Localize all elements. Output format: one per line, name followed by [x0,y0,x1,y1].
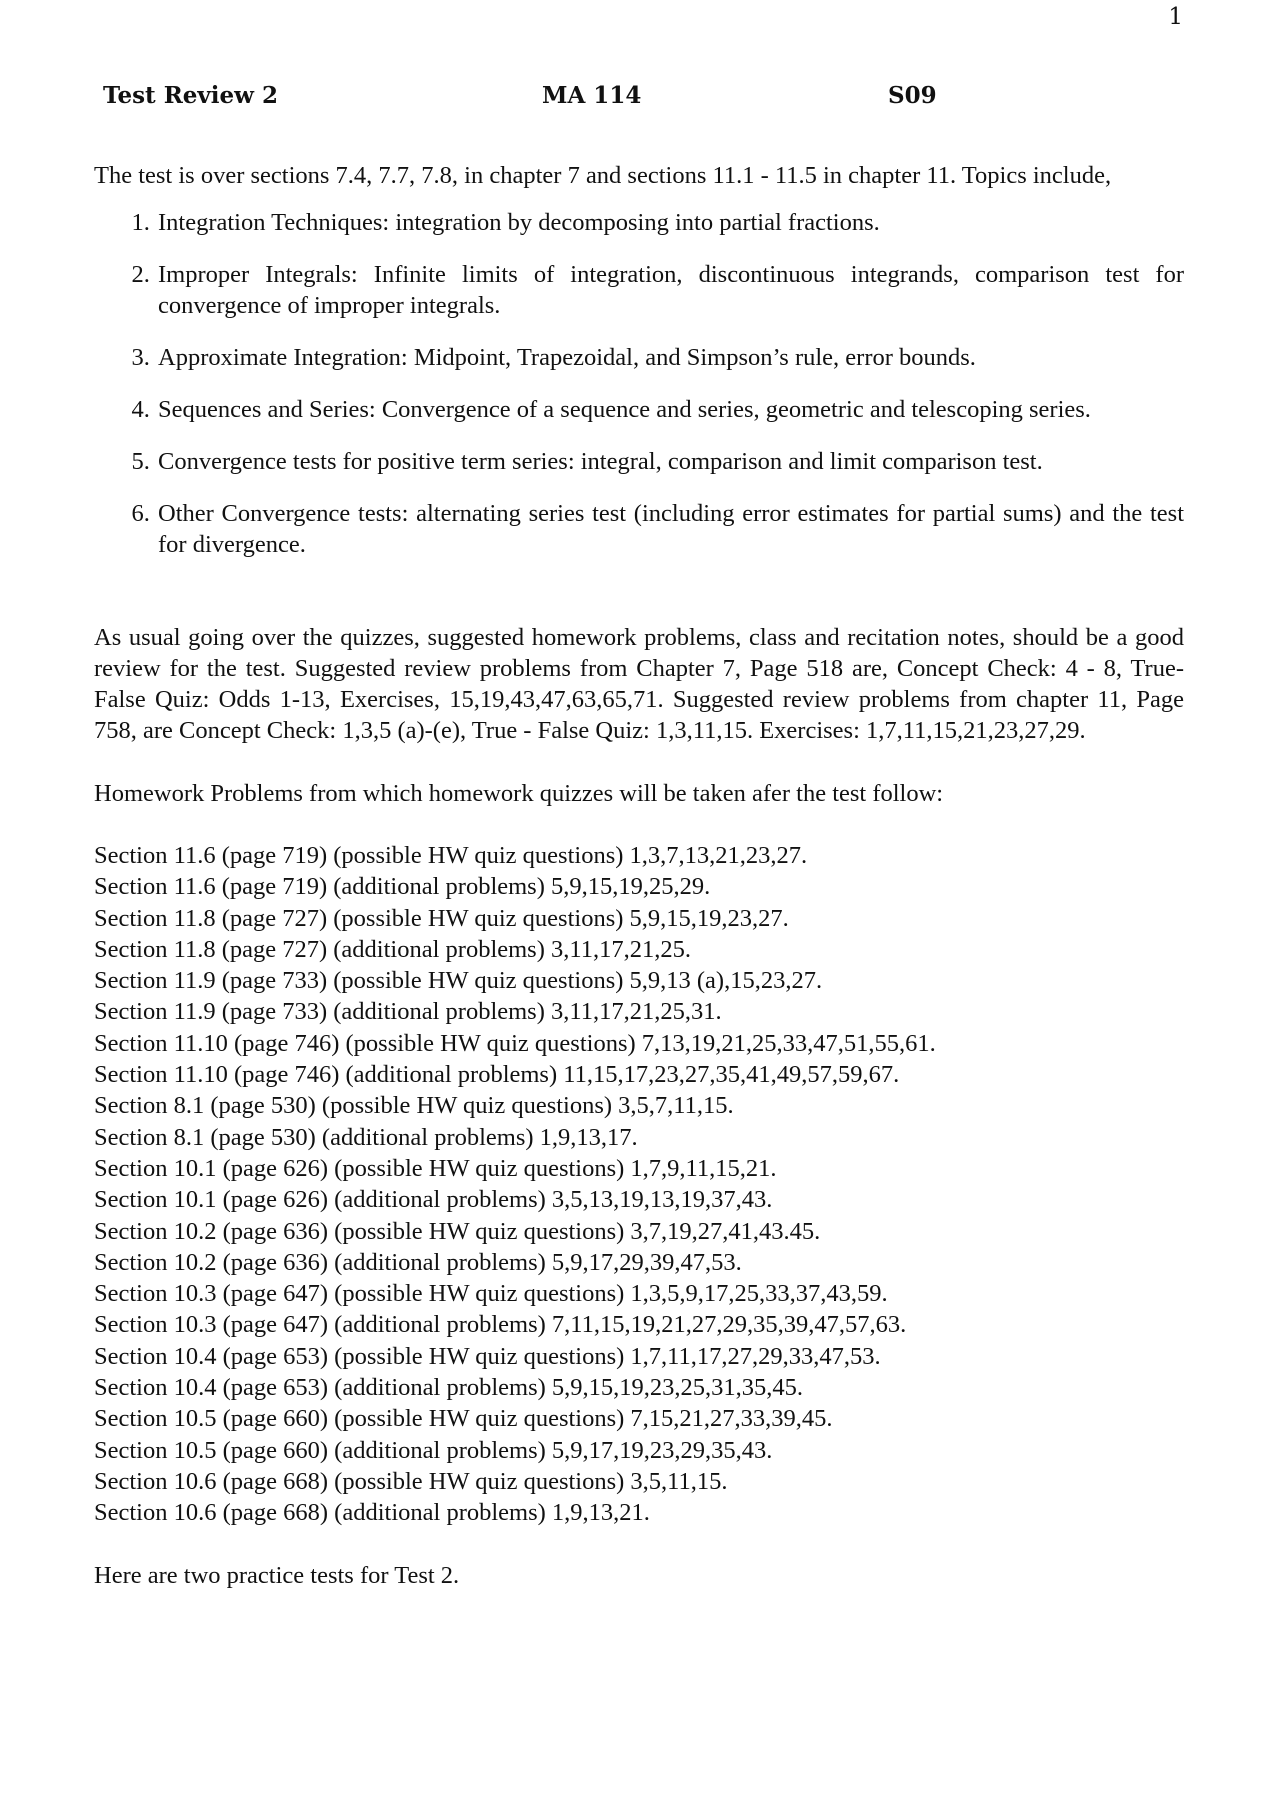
header-course: MA 114 [542,82,642,109]
homework-line: Section 10.5 (page 660) (additional problems) 5,9,17,19,23,29,35,43. [94,1436,773,1464]
homework-line: Section 10.4 (page 653) (possible HW quiz questions) 1,7,11,17,27,29,33,47,53. [94,1342,881,1370]
homework-line: Section 11.10 (page 746) (additional problems) 11,15,17,23,27,35,41,49,57,59,67. [94,1061,900,1089]
topic-item: 6. Other Convergence tests: alternating series test (including error estimates for partial sums) and the test for divergence. [156,498,1184,560]
homework-line: Section 11.6 (page 719) (possible HW quiz questions) 1,3,7,13,21,23,27. [94,842,808,869]
header-term: S09 [888,82,937,109]
homework-line: Section 8.1 (page 530) (additional problems) 1,9,13,17. [94,1123,638,1151]
homework-line: Section 8.1 (page 530) (possible HW quiz questions) 3,5,7,11,15. [94,1092,734,1120]
homework-line: Section 11.9 (page 733) (possible HW quiz questions) 5,9,13 (a),15,23,27. [94,967,823,995]
homework-line: Section 10.1 (page 626) (possible HW quiz questions) 1,7,9,11,15,21. [94,1154,777,1182]
topic-item: 5. Convergence tests for positive term series: integral, comparison and limit comparison test. [156,446,1184,477]
topic-item: 1. Integration Techniques: integration by decomposing into partial fractions. [156,207,1184,238]
homework-line: Section 10.4 (page 653) (additional problems) 5,9,15,19,23,25,31,35,45. [94,1374,804,1402]
review-paragraph: As usual going over the quizzes, suggested homework problems, class and recitation notes, should be a good review for the test. Suggested review problems from Chapter 7, Page 518 are, Concept Check: 4 - 8, True-False Quiz: Odds 1-13, Exercises, 15,19,43,47,63,65,71. Suggested review problems from chapter 11, Page 758, are Concept Check: 1,3,5 (a)-(e), True - False Quiz: 1,3,11,15. Exercises: 1,7,11,15,21,23,27,29. [94,624,1184,744]
homework-intro: Homework Problems from which homework quizzes will be taken afer the test follow: [94,780,944,807]
page-number: 1 [1168,4,1183,30]
topic-item: 4. Sequences and Series: Convergence of a sequence and series, geometric and telescoping series. [156,394,1184,425]
homework-line: Section 10.5 (page 660) (possible HW quiz questions) 7,15,21,27,33,39,45. [94,1405,833,1433]
header-title: Test Review 2 [103,82,278,109]
homework-line: Section 11.6 (page 719) (additional problems) 5,9,15,19,25,29. [94,873,711,901]
topics-list [94,207,1184,560]
homework-list [94,840,1184,1529]
homework-line: Section 10.6 (page 668) (additional problems) 1,9,13,21. [94,1499,650,1527]
document-body [94,160,1184,1591]
topic-item: 3. Approximate Integration: Midpoint, Trapezoidal, and Simpson’s rule, error bounds. [156,342,1184,373]
homework-line: Section 10.3 (page 647) (possible HW quiz questions) 1,3,5,9,17,25,33,37,43,59. [94,1280,888,1308]
homework-line: Section 10.2 (page 636) (possible HW quiz questions) 3,7,19,27,41,43.45. [94,1217,821,1245]
homework-line: Section 11.8 (page 727) (possible HW quiz questions) 5,9,15,19,23,27. [94,904,789,932]
homework-line: Section 10.2 (page 636) (additional problems) 5,9,17,29,39,47,53. [94,1248,742,1276]
closing-line: Here are two practice tests for Test 2. [94,1561,460,1589]
homework-line: Section 11.8 (page 727) (additional problems) 3,11,17,21,25. [94,935,691,963]
topic-item: 2. Improper Integrals: Infinite limits of integration, discontinuous integrands, comparison test for convergence of improper integrals. [156,259,1184,321]
homework-line: Section 11.9 (page 733) (additional problems) 3,11,17,21,25,31. [94,998,722,1026]
homework-line: Section 10.3 (page 647) (additional problems) 7,11,15,19,21,27,29,35,39,47,57,63. [94,1311,907,1339]
homework-line: Section 10.6 (page 668) (possible HW quiz questions) 3,5,11,15. [94,1467,728,1495]
intro-paragraph: The test is over sections 7.4, 7.7, 7.8, in chapter 7 and sections 11.1 - 11.5 in chapter 11. Topics include, [94,162,1112,189]
homework-line: Section 10.1 (page 626) (additional problems) 3,5,13,19,13,19,37,43. [94,1186,773,1214]
homework-line: Section 11.10 (page 746) (possible HW quiz questions) 7,13,19,21,25,33,47,51,55,61. [94,1029,936,1057]
